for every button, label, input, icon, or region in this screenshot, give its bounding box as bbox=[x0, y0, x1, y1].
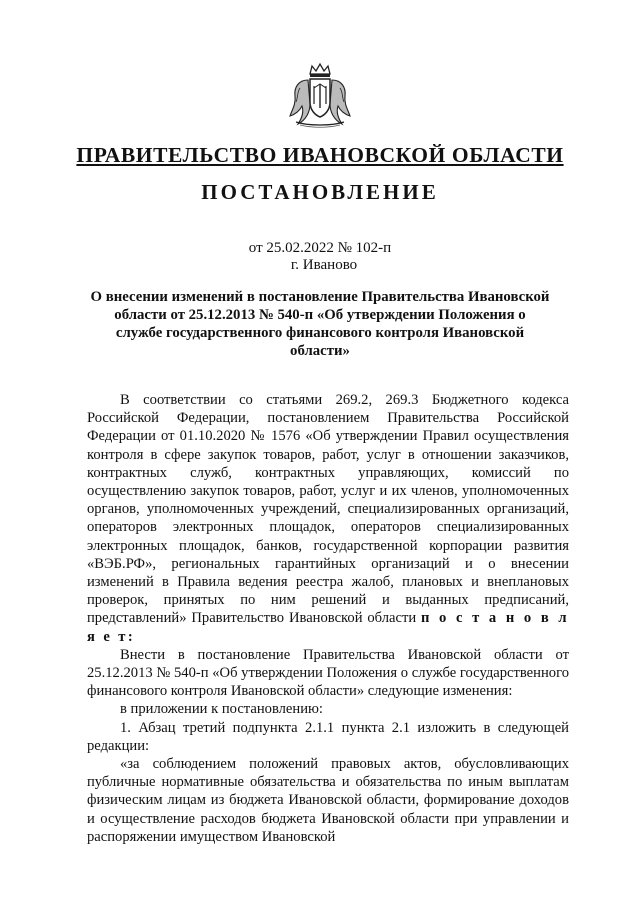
body-paragraph-annex: в приложении к постановлению: bbox=[120, 701, 323, 718]
document-subject: О внесении изменений в постановление Правительства Ивановской области от 25.12.2013 № 540-п «Об утверждении Положения о службе государственного финансового контроля Ивановской области» bbox=[90, 289, 550, 359]
body-paragraph-item-1: 1. Абзац третий подпункта 2.1.1 пункта 2.1 изложить в следующей редакции: bbox=[87, 719, 569, 754]
coat-of-arms-icon bbox=[288, 62, 352, 128]
preamble-text: В соответствии со статьями 269.2, 269.3 Бюджетного кодекса Российской Федерации, постановлением Правительства Российской Федерации от 01.10.2020 № 1576 «Об утверждении Правил осуществления контроля в сфере закупок товаров, работ, услуг в отношении заказчиков, контрактных служб, контрактных управляющих, комиссий по осуществлению закупок товаров, работ, услуг и их членов, уполномоченных органов, уполномоченных учреждений, специализированных организаций, операторов электронных площадок, операторов специализированных электронных площадок, банков, государственной корпорации развития «ВЭБ.РФ», региональных гарантийных организаций и о внесении изменений в Правила ведения реестра жалоб, плановых и внеплановых проверок, принятых по ним решений и выданных предписаний, представлений» Правительство Ивановской области bbox=[87, 392, 569, 627]
body-paragraph-directive: Внести в постановление Правительства Ивановской области от 25.12.2013 № 540-п «Об утверждении Положения о службе государственного финансового контроля Ивановской области» следующие изменения: bbox=[87, 646, 569, 700]
organization-title: ПРАВИТЕЛЬСТВО ИВАНОВСКОЙ ОБЛАСТИ bbox=[76, 143, 564, 167]
date-and-number: от 25.02.2022 № 102-п bbox=[248, 240, 392, 256]
body-paragraph-quote: «за соблюдением положений правовых актов, обусловливающих публичные нормативные обязательства и обязательства по иным выплатам физическим лицам из бюджета Ивановской области, формирование доходов и осуществление расходов бюджета Ивановской области при управлении и распоряжении имуществом Ивановской bbox=[87, 756, 569, 845]
document-body bbox=[87, 391, 569, 846]
decree-colon: : bbox=[127, 628, 136, 645]
document-type-title: ПОСТАНОВЛЕНИЕ bbox=[201, 180, 439, 204]
city: г. Иваново bbox=[290, 257, 358, 273]
body-paragraph-preamble bbox=[87, 391, 569, 646]
decree-verb: п о с т а н о в л я е т bbox=[87, 610, 569, 645]
